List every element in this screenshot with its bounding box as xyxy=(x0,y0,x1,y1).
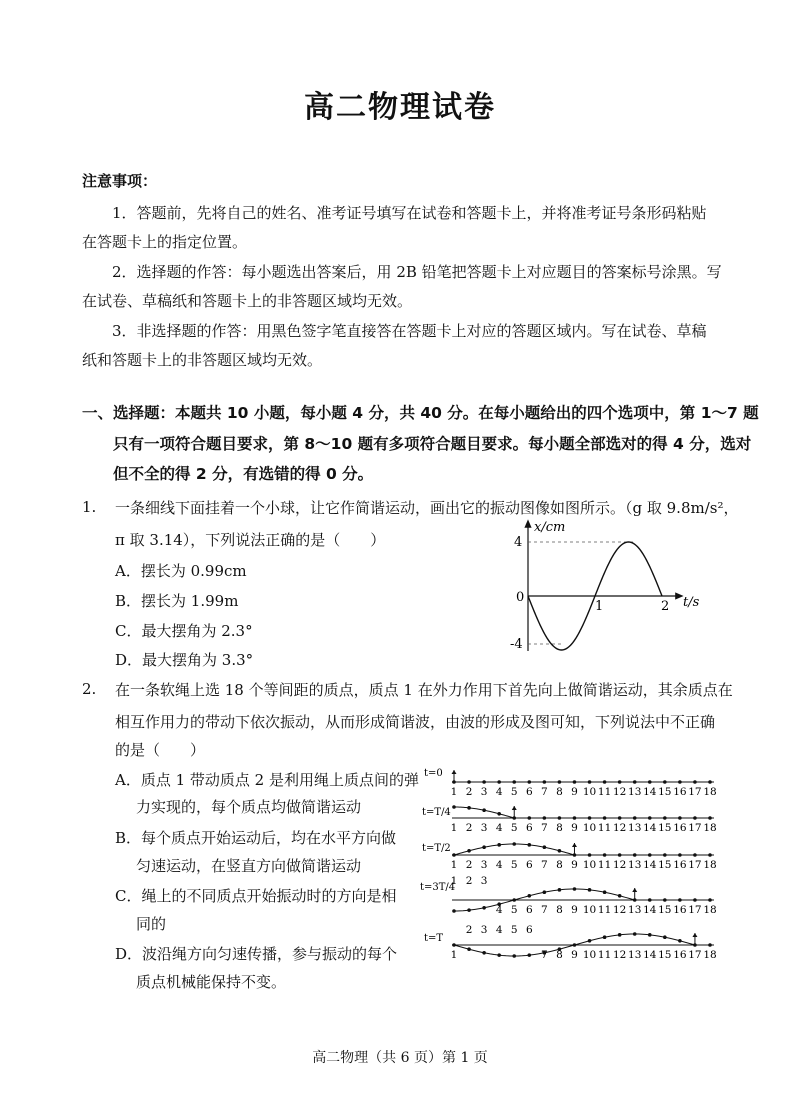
particle-dot xyxy=(618,816,622,820)
arrow-head xyxy=(452,770,457,774)
option-d-cont: 质点机械能保持不变。 xyxy=(136,973,287,991)
question-stem: 的是（ ） xyxy=(115,741,206,759)
particle-dot xyxy=(512,780,516,784)
particle-number: 6 xyxy=(525,786,533,798)
particle-number: 8 xyxy=(556,949,563,960)
particle-number: 6 xyxy=(525,924,533,936)
particle-number: 15 xyxy=(658,949,672,960)
notice-heading: 注意事项： xyxy=(82,172,158,190)
particle-number: 9 xyxy=(571,786,578,798)
particle-number: 9 xyxy=(571,859,578,871)
notice-line: 在答题卡上的指定位置。 xyxy=(82,233,248,251)
particle-number: 10 xyxy=(582,786,597,798)
particle-number: 10 xyxy=(582,904,597,916)
particle-number: 2 xyxy=(465,822,473,834)
option-b-cont: 匀速运动，在竖直方向做简谐运动 xyxy=(136,857,362,875)
option-b: B．摆长为 1.99m xyxy=(115,592,239,610)
particle-number: 16 xyxy=(673,859,687,871)
particle-number: 17 xyxy=(688,949,702,960)
option-d: D．波沿绳方向匀速传播，参与振动的每个 xyxy=(115,945,398,963)
particle-number: 11 xyxy=(597,859,612,871)
option-a: A．摆长为 0.99cm xyxy=(115,562,247,580)
particle-dot xyxy=(573,780,577,784)
particle-dot xyxy=(708,816,712,820)
row-label: t=3T/4 xyxy=(420,882,456,893)
particle-dot xyxy=(633,816,637,820)
particle-number: 8 xyxy=(556,904,563,916)
particle-number: 3 xyxy=(480,924,488,936)
particle-dot xyxy=(543,816,547,820)
particle-dot xyxy=(467,780,471,784)
particle-dot xyxy=(648,780,652,784)
particle-number: 7 xyxy=(541,786,548,798)
particle-dot xyxy=(663,853,667,857)
arrow-head xyxy=(632,888,637,892)
particle-number: 14 xyxy=(643,904,657,916)
particle-number: 15 xyxy=(658,904,672,916)
particle-number: 1 xyxy=(450,822,458,834)
option-c: C．绳上的不同质点开始振动时的方向是相 xyxy=(115,887,397,905)
x-tick-label: 2 xyxy=(661,599,670,614)
option-c-cont: 同的 xyxy=(136,915,167,933)
particle-number: 12 xyxy=(612,822,627,834)
particle-number: 10 xyxy=(582,949,597,960)
particle-number: 3 xyxy=(480,859,488,871)
particle-dot xyxy=(648,816,652,820)
particle-number: 15 xyxy=(658,822,672,834)
particle-dot xyxy=(573,816,577,820)
particle-number: 4 xyxy=(495,786,503,798)
particle-number: 14 xyxy=(643,822,657,834)
particle-number: 10 xyxy=(582,822,597,834)
particle-number: 7 xyxy=(541,904,548,916)
section-instruction-line: 一、选择题：本题共 10 小题，每小题 4 分，共 40 分。在每小题给出的四个选项中，第 1～7 题 xyxy=(82,404,759,422)
x-tick-label: 1 xyxy=(595,599,604,614)
particle-number: 5 xyxy=(510,924,518,936)
particle-number: 6 xyxy=(525,822,533,834)
particle-number: 13 xyxy=(628,949,642,960)
particle-dot xyxy=(708,853,712,857)
notice-line: 3．非选择题的作答：用黑色签字笔直接答在答题卡上对应的答题区域内。写在试卷、草稿 xyxy=(112,322,707,340)
notice-line: 2．选择题的作答：每小题选出答案后，用 2B 铅笔把答题卡上对应题目的答案标号涂黑。写 xyxy=(112,263,722,281)
particle-number: 2 xyxy=(465,875,473,887)
y-tick-label: -4 xyxy=(510,637,523,652)
particle-dot xyxy=(678,780,682,784)
particle-dot xyxy=(648,898,652,902)
particle-dot xyxy=(678,898,682,902)
particle-number: 3 xyxy=(480,786,488,798)
question-stem: π 取 3.14），下列说法正确的是（ ） xyxy=(115,531,386,549)
particle-dot xyxy=(678,816,682,820)
question-stem: 在一条软绳上选 18 个等间距的质点，质点 1 在外力作用下首先向上做简谐运动，其余质点在 xyxy=(115,681,733,699)
particle-number: 13 xyxy=(628,904,642,916)
particle-dot xyxy=(558,816,562,820)
particle-number: 9 xyxy=(571,822,578,834)
question-stem: 一条细线下面挂着一个小球，让它作简谐运动，画出它的振动图像如图所示。（g 取 9.8m/s²， xyxy=(115,499,739,517)
particle-number: 1 xyxy=(450,786,458,798)
particle-number: 14 xyxy=(643,949,657,960)
particle-number: 7 xyxy=(541,859,548,871)
page-footer: 高二物理（共 6 页）第 1 页 xyxy=(312,1050,488,1066)
particle-number: 18 xyxy=(703,786,717,798)
y-tick-label: 4 xyxy=(514,535,523,550)
row-label: t=T/4 xyxy=(422,807,451,818)
vibration-graph xyxy=(500,515,710,660)
particle-number: 13 xyxy=(628,859,642,871)
particle-dot xyxy=(497,780,501,784)
particle-number: 5 xyxy=(510,786,518,798)
arrow-head xyxy=(692,933,697,937)
particle-number: 18 xyxy=(703,822,717,834)
particle-dot xyxy=(663,816,667,820)
particle-number: 1 xyxy=(450,875,458,887)
particle-dot xyxy=(558,780,562,784)
particle-dot xyxy=(708,943,712,947)
section-instruction-line: 只有一项符合题目要求，第 8～10 题有多项符合题目要求。每小题全部选对的得 4 分，选对 xyxy=(113,435,752,453)
particle-dot xyxy=(633,853,637,857)
particle-number: 18 xyxy=(703,859,717,871)
particle-number: 12 xyxy=(612,786,627,798)
particle-dot xyxy=(588,816,592,820)
option-d: D．最大摆角为 3.3° xyxy=(115,651,254,669)
y-axis-label: x/cm xyxy=(534,520,566,535)
particle-number: 1 xyxy=(450,859,458,871)
particle-number: 5 xyxy=(510,822,518,834)
page-title: 高二物理试卷 xyxy=(304,90,496,125)
section-instruction-line: 但不全的得 2 分，有选错的得 0 分。 xyxy=(113,465,374,483)
particle-number: 3 xyxy=(480,875,488,887)
particle-number: 18 xyxy=(703,949,717,960)
particle-dot xyxy=(708,898,712,902)
option-a-cont: 力实现的，每个质点均做简谐运动 xyxy=(136,798,362,816)
particle-dot xyxy=(603,853,607,857)
particle-number: 16 xyxy=(673,822,687,834)
particle-dot xyxy=(603,780,607,784)
particle-number: 8 xyxy=(556,822,563,834)
particle-number: 7 xyxy=(541,822,548,834)
wave-formation-figure xyxy=(420,760,720,960)
row-label: t=T xyxy=(424,933,444,944)
option-a: A．质点 1 带动质点 2 是利用绳上质点间的弹 xyxy=(115,771,419,789)
particle-number: 4 xyxy=(495,859,503,871)
particle-number: 4 xyxy=(495,822,503,834)
option-c: C．最大摆角为 2.3° xyxy=(115,622,253,640)
particle-dot xyxy=(693,780,697,784)
arrow-head xyxy=(572,843,577,847)
question-stem: 相互作用力的带动下依次振动，从而形成简谐波，由波的形成及图可知，下列说法中不正确 xyxy=(115,713,716,731)
particle-number: 14 xyxy=(643,786,657,798)
option-b: B．每个质点开始运动后，均在水平方向做 xyxy=(115,829,397,847)
particle-dot xyxy=(527,816,531,820)
particle-dot xyxy=(663,780,667,784)
particle-dot xyxy=(693,853,697,857)
x-axis-label: t/s xyxy=(683,595,700,610)
notice-line: 纸和答题卡上的非答题区域均无效。 xyxy=(82,351,323,369)
particle-number: 11 xyxy=(597,904,612,916)
particle-number: 17 xyxy=(688,859,702,871)
particle-number: 11 xyxy=(597,822,612,834)
particle-number: 17 xyxy=(688,822,702,834)
arrow-head xyxy=(512,806,517,810)
particle-dot xyxy=(693,898,697,902)
particle-number: 17 xyxy=(688,786,702,798)
particle-dot xyxy=(678,853,682,857)
particle-number: 4 xyxy=(495,904,503,916)
particle-number: 11 xyxy=(597,949,612,960)
particle-number: 10 xyxy=(582,859,597,871)
particle-number: 1 xyxy=(450,949,458,960)
particle-number: 4 xyxy=(495,924,503,936)
particle-dot xyxy=(708,780,712,784)
particle-number: 6 xyxy=(525,859,533,871)
particle-dot xyxy=(527,780,531,784)
particle-number: 12 xyxy=(612,904,627,916)
particle-number: 2 xyxy=(465,924,473,936)
particle-number: 9 xyxy=(571,949,578,960)
particle-dot xyxy=(618,780,622,784)
particle-number: 2 xyxy=(465,859,473,871)
particle-dot xyxy=(482,780,486,784)
particle-number: 16 xyxy=(673,786,687,798)
particle-number: 13 xyxy=(628,822,642,834)
particle-number: 5 xyxy=(510,904,518,916)
particle-number: 12 xyxy=(612,859,627,871)
particle-number: 11 xyxy=(597,786,612,798)
question-number: 2. xyxy=(82,680,97,698)
particle-number: 7 xyxy=(541,949,548,960)
particle-number: 18 xyxy=(703,904,717,916)
y-tick-label: 0 xyxy=(516,590,525,605)
particle-number: 15 xyxy=(658,786,672,798)
particle-number: 16 xyxy=(673,904,687,916)
particle-dot xyxy=(633,780,637,784)
particle-number: 17 xyxy=(688,904,702,916)
particle-dot xyxy=(543,780,547,784)
particle-dot xyxy=(588,780,592,784)
particle-dot xyxy=(663,898,667,902)
particle-number: 15 xyxy=(658,859,672,871)
notice-line: 在试卷、草稿纸和答题卡上的非答题区域均无效。 xyxy=(82,292,413,310)
particle-number: 8 xyxy=(556,786,563,798)
particle-number: 13 xyxy=(628,786,642,798)
particle-number: 12 xyxy=(612,949,627,960)
question-number: 1. xyxy=(82,498,97,516)
particle-dot xyxy=(603,816,607,820)
particle-dot xyxy=(588,853,592,857)
row-label: t=0 xyxy=(424,768,443,779)
particle-dot xyxy=(618,853,622,857)
particle-dot xyxy=(693,816,697,820)
particle-dot xyxy=(648,853,652,857)
particle-number: 9 xyxy=(571,904,578,916)
particle-number: 14 xyxy=(643,859,657,871)
particle-number: 6 xyxy=(525,904,533,916)
notice-line: 1．答题前，先将自己的姓名、准考证号填写在试卷和答题卡上，并将准考证号条形码粘贴 xyxy=(112,204,707,222)
particle-number: 16 xyxy=(673,949,687,960)
row-label: t=T/2 xyxy=(422,843,451,854)
particle-number: 3 xyxy=(480,822,488,834)
particle-number: 8 xyxy=(556,859,563,871)
particle-number: 5 xyxy=(510,859,518,871)
particle-number: 2 xyxy=(465,786,473,798)
